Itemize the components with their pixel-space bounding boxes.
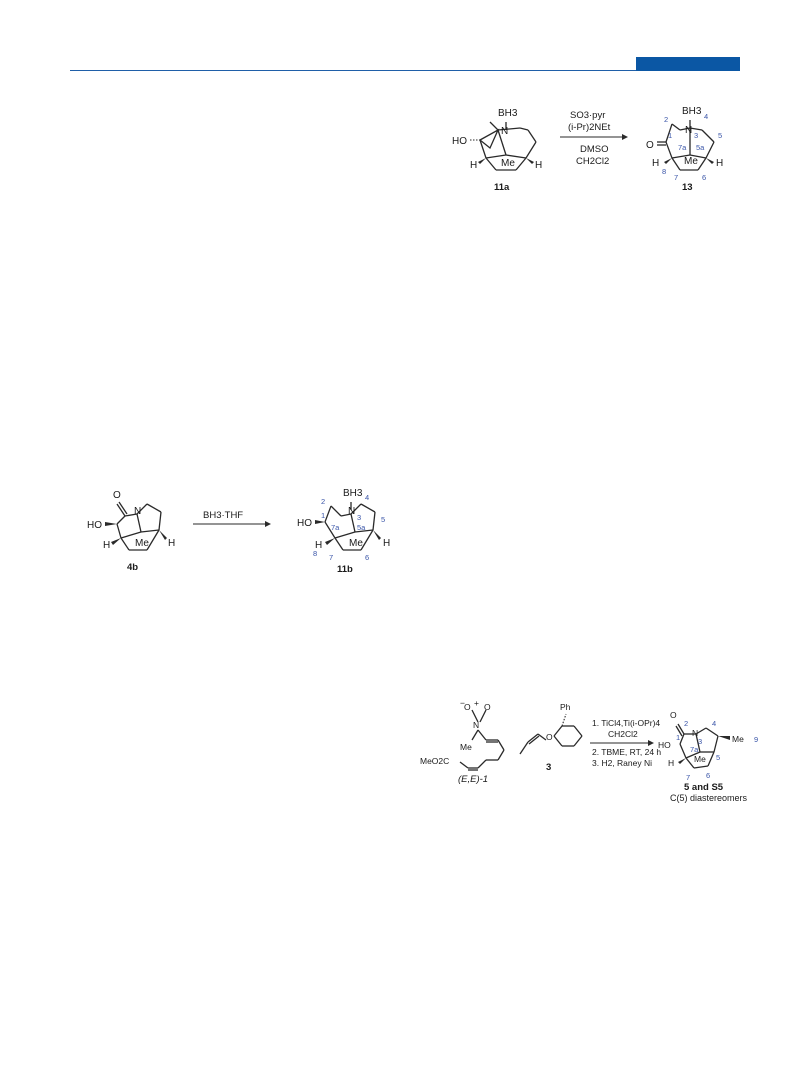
condition-3: 2. TBME, RT, 24 h (592, 747, 662, 757)
locant-9: 9 (754, 735, 759, 744)
nitrogen-text: N (692, 728, 699, 738)
compound-label-3: 3 (546, 762, 552, 773)
compound-label-5-S5: 5 and S5 (684, 782, 724, 793)
nitrogen-text: N (348, 506, 356, 517)
ester-text: MeO2C (420, 756, 450, 766)
locant-2: 2 (684, 719, 689, 728)
scheme-oxidation-11a-to-13 (440, 100, 760, 200)
reactant-4b (87, 490, 175, 573)
methyl-text: Me (135, 538, 149, 549)
locant-2: 2 (664, 115, 669, 124)
compound-label-4b: 4b (127, 562, 139, 573)
locant-7: 7 (674, 173, 679, 182)
product-5-and-S5 (658, 710, 758, 803)
nitro-oxygen-left: O (464, 702, 471, 712)
nitrogen-text: N (685, 125, 693, 136)
locant-7a: 7a (690, 745, 699, 754)
condition-2: CH2Cl2 (608, 729, 638, 739)
locant-2: 2 (321, 497, 326, 506)
carbonyl-oxygen-text: O (670, 710, 677, 720)
methyl-text: Me (501, 158, 515, 169)
hydroxy-text: HO (452, 136, 467, 147)
h-right-text: H (535, 160, 543, 171)
hydroxy-text: HO (658, 740, 671, 750)
header-page-tab (636, 57, 740, 71)
h-right-text: H (383, 538, 391, 549)
locant-6: 6 (702, 173, 707, 182)
phenyl-text: Ph (560, 702, 571, 712)
nitro-plus: + (474, 698, 479, 708)
condition-1: 1. TiCl4,Ti(i-OPr)4 (592, 718, 661, 728)
bh3-text: BH3 (682, 106, 702, 117)
locant-7: 7 (686, 773, 691, 782)
h-right-text: H (716, 158, 724, 169)
scheme-tandem-cycloaddition (420, 698, 759, 805)
reactant-auxiliary-3 (520, 702, 582, 773)
product-13 (646, 106, 723, 193)
locant-8: 8 (662, 167, 667, 176)
side-methyl-text: Me (732, 734, 744, 744)
reaction-arrow (560, 110, 628, 167)
diastereomer-note: C(5) diastereomers (670, 793, 748, 803)
locant-3: 3 (694, 131, 699, 140)
locant-6: 6 (365, 553, 370, 562)
hydroxy-text: HO (87, 520, 102, 531)
locant-1: 1 (676, 733, 681, 742)
compound-label-1: (E,E)-1 (458, 774, 489, 785)
reactant-nitroalkene-1 (420, 698, 504, 785)
h-left-text: H (103, 540, 111, 551)
condition-4: CH2Cl2 (576, 156, 610, 167)
locant-4: 4 (712, 719, 717, 728)
locant-5a: 5a (696, 143, 705, 152)
compound-label-11b: 11b (337, 564, 353, 575)
reactant-11a (452, 108, 542, 193)
locant-7a: 7a (678, 143, 687, 152)
condition-1: BH3·THF (203, 510, 244, 521)
h-left-text: H (470, 160, 478, 171)
reaction-arrow (193, 510, 271, 527)
locant-3: 3 (357, 513, 362, 522)
locant-5a: 5a (357, 523, 366, 532)
compound-label-11a: 11a (494, 182, 510, 193)
carbonyl-oxygen-text: O (646, 140, 654, 151)
nitro-oxygen-right: O (484, 702, 491, 712)
product-11b (297, 488, 390, 575)
nitrogen-text: N (134, 506, 142, 517)
hydroxy-text: HO (297, 518, 312, 529)
locant-6: 6 (706, 771, 711, 780)
carbonyl-oxygen-text: O (113, 490, 121, 501)
reaction-arrow (590, 718, 661, 768)
methyl-text: Me (684, 156, 698, 167)
condition-4: 3. H2, Raney Ni (592, 758, 652, 768)
locant-1: 1 (668, 131, 673, 140)
condition-2: (i-Pr)2NEt (568, 122, 611, 133)
nitro-minus: − (460, 698, 465, 708)
locant-8: 8 (313, 549, 318, 558)
locant-5: 5 (716, 753, 721, 762)
nitrogen-text: N (501, 126, 509, 137)
h-left-text: H (315, 540, 323, 551)
locant-4: 4 (365, 493, 370, 502)
nitro-nitrogen: N (473, 720, 480, 730)
locant-7: 7 (329, 553, 334, 562)
h-right-text: H (168, 538, 176, 549)
condition-1: SO3·pyr (570, 110, 606, 121)
compound-label-13: 13 (682, 182, 693, 193)
h-text: H (668, 758, 675, 768)
locant-7a: 7a (331, 523, 340, 532)
scheme-reduction-4b-to-11b (75, 480, 395, 580)
locant-5: 5 (718, 131, 723, 140)
ether-oxygen: O (546, 732, 553, 742)
bh3-text: BH3 (343, 488, 363, 499)
h-left-text: H (652, 158, 660, 169)
locant-5: 5 (381, 515, 386, 524)
condition-3: DMSO (580, 144, 609, 155)
methyl-text: Me (460, 742, 472, 752)
locant-3: 3 (698, 737, 703, 746)
bh3-text: BH3 (498, 108, 518, 119)
locant-4: 4 (704, 112, 709, 121)
methyl-text: Me (349, 538, 363, 549)
locant-1: 1 (321, 511, 326, 520)
ring-methyl-text: Me (694, 754, 706, 764)
